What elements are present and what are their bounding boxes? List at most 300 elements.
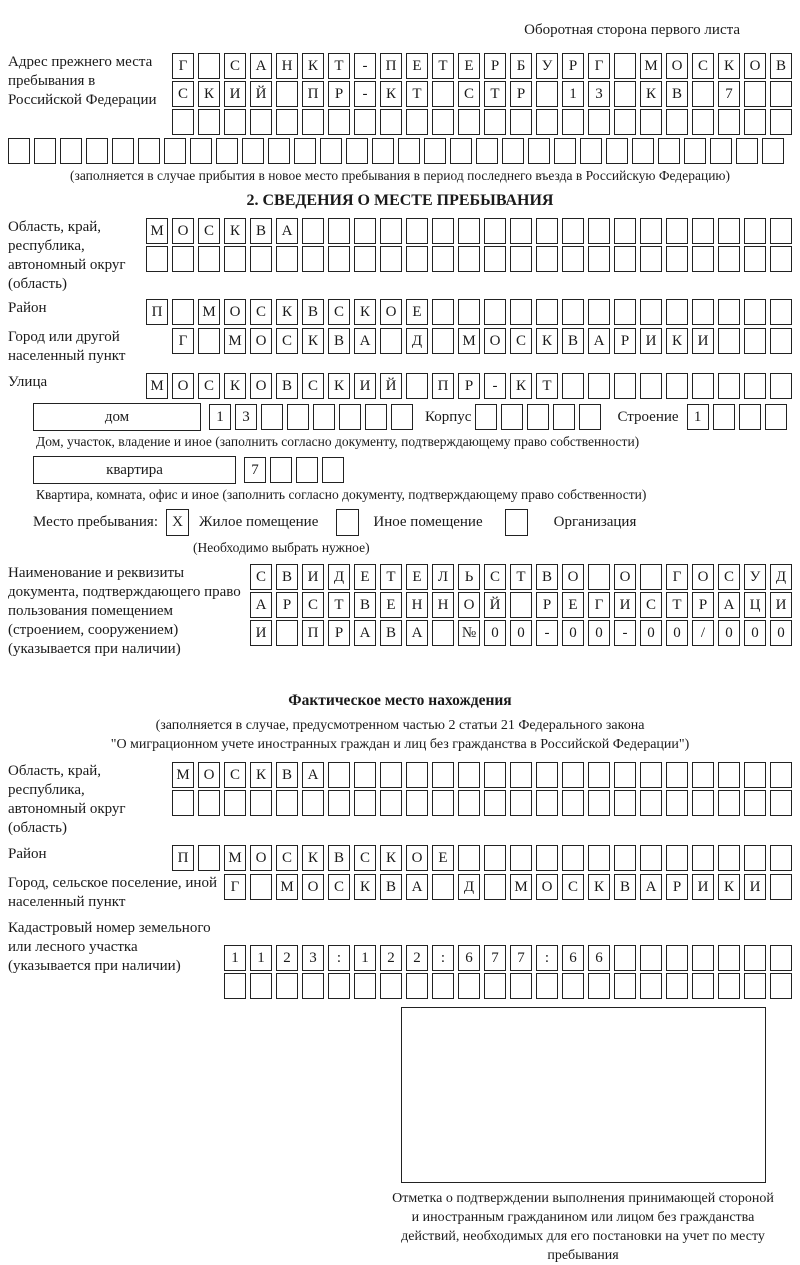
char-cell[interactable]	[770, 218, 792, 244]
char-cell[interactable]	[380, 109, 402, 135]
char-cell[interactable]: Й	[250, 81, 272, 107]
char-cell[interactable]	[322, 457, 344, 483]
char-cell[interactable]: О	[692, 564, 714, 590]
char-cell[interactable]	[406, 762, 428, 788]
char-cell[interactable]: Р	[562, 53, 584, 79]
char-cell[interactable]: И	[614, 592, 636, 618]
char-cell[interactable]: О	[458, 592, 480, 618]
char-cell[interactable]	[484, 299, 506, 325]
char-cell[interactable]: С	[198, 373, 220, 399]
char-cell[interactable]: В	[276, 373, 298, 399]
char-cell[interactable]	[744, 246, 766, 272]
char-cell[interactable]	[692, 973, 714, 999]
char-cell[interactable]: И	[250, 620, 272, 646]
char-cell[interactable]: П	[302, 81, 324, 107]
char-cell[interactable]: 2	[406, 945, 428, 971]
char-cell[interactable]: 3	[302, 945, 324, 971]
char-cell[interactable]	[391, 404, 413, 430]
char-cell[interactable]: С	[484, 564, 506, 590]
char-cell[interactable]: К	[718, 53, 740, 79]
char-cell[interactable]	[365, 404, 387, 430]
char-cell[interactable]: М	[198, 299, 220, 325]
char-cell[interactable]: 7	[244, 457, 266, 483]
char-cell[interactable]: Д	[328, 564, 350, 590]
char-cell[interactable]	[684, 138, 706, 164]
char-cell[interactable]	[739, 404, 761, 430]
char-cell[interactable]	[328, 973, 350, 999]
char-cell[interactable]: А	[406, 874, 428, 900]
char-cell[interactable]: О	[536, 874, 558, 900]
char-cell[interactable]	[380, 762, 402, 788]
char-cell[interactable]	[614, 218, 636, 244]
char-cell[interactable]: Е	[432, 845, 454, 871]
char-cell[interactable]: 1	[562, 81, 584, 107]
char-cell[interactable]: Р	[614, 328, 636, 354]
char-cell[interactable]	[354, 790, 376, 816]
char-cell[interactable]	[692, 762, 714, 788]
char-cell[interactable]	[562, 246, 584, 272]
char-cell[interactable]: 0	[640, 620, 662, 646]
char-cell[interactable]	[380, 973, 402, 999]
char-cell[interactable]	[354, 762, 376, 788]
char-cell[interactable]	[250, 109, 272, 135]
char-cell[interactable]: Д	[406, 328, 428, 354]
char-cell[interactable]	[510, 845, 532, 871]
char-cell[interactable]: Т	[536, 373, 558, 399]
char-cell[interactable]	[718, 299, 740, 325]
char-cell[interactable]	[458, 973, 480, 999]
char-cell[interactable]: :	[432, 945, 454, 971]
char-cell[interactable]: Е	[406, 299, 428, 325]
char-cell[interactable]	[562, 373, 584, 399]
char-cell[interactable]: А	[302, 762, 324, 788]
char-cell[interactable]	[484, 874, 506, 900]
char-cell[interactable]: К	[198, 81, 220, 107]
char-cell[interactable]: А	[250, 53, 272, 79]
char-cell[interactable]: Г	[172, 53, 194, 79]
char-cell[interactable]: П	[380, 53, 402, 79]
char-cell[interactable]: К	[354, 874, 376, 900]
char-cell[interactable]	[475, 404, 497, 430]
char-cell[interactable]: С	[172, 81, 194, 107]
char-cell[interactable]: Т	[666, 592, 688, 618]
char-cell[interactable]: 3	[235, 404, 257, 430]
char-cell[interactable]: М	[640, 53, 662, 79]
char-cell[interactable]	[640, 790, 662, 816]
char-cell[interactable]	[224, 973, 246, 999]
char-cell[interactable]	[770, 973, 792, 999]
char-cell[interactable]	[666, 299, 688, 325]
char-cell[interactable]	[484, 218, 506, 244]
char-cell[interactable]: Й	[380, 373, 402, 399]
char-cell[interactable]	[614, 246, 636, 272]
char-cell[interactable]	[770, 328, 792, 354]
char-cell[interactable]: П	[172, 845, 194, 871]
char-cell[interactable]	[224, 246, 246, 272]
char-cell[interactable]: А	[588, 328, 610, 354]
char-cell[interactable]	[692, 299, 714, 325]
char-cell[interactable]	[242, 138, 264, 164]
char-cell[interactable]	[250, 973, 272, 999]
char-cell[interactable]	[458, 109, 480, 135]
char-cell[interactable]	[562, 762, 584, 788]
char-cell[interactable]	[432, 874, 454, 900]
char-cell[interactable]	[268, 138, 290, 164]
char-cell[interactable]	[302, 973, 324, 999]
char-cell[interactable]	[666, 973, 688, 999]
char-cell[interactable]: С	[510, 328, 532, 354]
char-cell[interactable]	[562, 790, 584, 816]
char-cell[interactable]	[744, 328, 766, 354]
char-cell[interactable]: Т	[510, 564, 532, 590]
char-cell[interactable]	[276, 620, 298, 646]
char-cell[interactable]: В	[614, 874, 636, 900]
char-cell[interactable]: М	[276, 874, 298, 900]
char-cell[interactable]: О	[172, 373, 194, 399]
char-cell[interactable]	[296, 457, 318, 483]
char-cell[interactable]	[718, 973, 740, 999]
char-cell[interactable]: О	[744, 53, 766, 79]
char-cell[interactable]	[632, 138, 654, 164]
char-cell[interactable]	[302, 246, 324, 272]
char-cell[interactable]	[718, 762, 740, 788]
char-cell[interactable]: Н	[406, 592, 428, 618]
char-cell[interactable]	[138, 138, 160, 164]
char-cell[interactable]	[501, 404, 523, 430]
char-cell[interactable]: 1	[687, 404, 709, 430]
char-cell[interactable]	[432, 299, 454, 325]
char-cell[interactable]	[718, 218, 740, 244]
char-cell[interactable]: Н	[276, 53, 298, 79]
char-cell[interactable]	[224, 790, 246, 816]
char-cell[interactable]	[770, 373, 792, 399]
char-cell[interactable]	[770, 299, 792, 325]
char-cell[interactable]: К	[640, 81, 662, 107]
char-cell[interactable]: О	[406, 845, 428, 871]
char-cell[interactable]: Т	[380, 564, 402, 590]
char-cell[interactable]	[510, 246, 532, 272]
char-cell[interactable]	[198, 109, 220, 135]
char-cell[interactable]	[276, 973, 298, 999]
char-cell[interactable]	[765, 404, 787, 430]
char-cell[interactable]	[692, 218, 714, 244]
char-cell[interactable]: А	[406, 620, 428, 646]
char-cell[interactable]: У	[744, 564, 766, 590]
char-cell[interactable]: В	[250, 218, 272, 244]
char-cell[interactable]	[588, 246, 610, 272]
char-cell[interactable]	[406, 973, 428, 999]
char-cell[interactable]: №	[458, 620, 480, 646]
char-cell[interactable]	[666, 218, 688, 244]
char-cell[interactable]	[640, 564, 662, 590]
char-cell[interactable]: Т	[406, 81, 428, 107]
char-cell[interactable]	[354, 109, 376, 135]
char-cell[interactable]: О	[614, 564, 636, 590]
char-cell[interactable]: У	[536, 53, 558, 79]
char-cell[interactable]	[536, 246, 558, 272]
char-cell[interactable]	[510, 109, 532, 135]
char-cell[interactable]	[484, 790, 506, 816]
char-cell[interactable]	[666, 945, 688, 971]
char-cell[interactable]	[346, 138, 368, 164]
char-cell[interactable]	[710, 138, 732, 164]
char-cell[interactable]	[380, 790, 402, 816]
char-cell[interactable]	[406, 218, 428, 244]
char-cell[interactable]	[770, 945, 792, 971]
char-cell[interactable]: С	[328, 299, 350, 325]
char-cell[interactable]	[718, 945, 740, 971]
char-cell[interactable]	[198, 246, 220, 272]
char-cell[interactable]	[510, 299, 532, 325]
char-cell[interactable]: Р	[484, 53, 506, 79]
char-cell[interactable]: Н	[432, 592, 454, 618]
char-cell[interactable]	[536, 845, 558, 871]
char-cell[interactable]: А	[250, 592, 272, 618]
char-cell[interactable]	[614, 109, 636, 135]
char-cell[interactable]: 7	[484, 945, 506, 971]
char-cell[interactable]	[640, 945, 662, 971]
char-cell[interactable]: 0	[718, 620, 740, 646]
char-cell[interactable]: Б	[510, 53, 532, 79]
char-cell[interactable]: -	[614, 620, 636, 646]
char-cell[interactable]	[458, 790, 480, 816]
char-cell[interactable]: К	[328, 373, 350, 399]
char-cell[interactable]: 7	[510, 945, 532, 971]
char-cell[interactable]	[276, 109, 298, 135]
char-cell[interactable]	[198, 53, 220, 79]
char-cell[interactable]	[553, 404, 575, 430]
char-cell[interactable]: К	[224, 373, 246, 399]
char-cell[interactable]	[328, 790, 350, 816]
char-cell[interactable]: Р	[536, 592, 558, 618]
char-cell[interactable]: С	[458, 81, 480, 107]
char-cell[interactable]: Т	[328, 53, 350, 79]
char-cell[interactable]	[718, 790, 740, 816]
char-cell[interactable]	[432, 973, 454, 999]
char-cell[interactable]	[536, 81, 558, 107]
char-cell[interactable]	[190, 138, 212, 164]
char-cell[interactable]	[554, 138, 576, 164]
char-cell[interactable]	[432, 762, 454, 788]
char-cell[interactable]	[692, 373, 714, 399]
char-cell[interactable]	[640, 246, 662, 272]
char-cell[interactable]	[770, 790, 792, 816]
char-cell[interactable]	[224, 109, 246, 135]
char-cell[interactable]: 3	[588, 81, 610, 107]
char-cell[interactable]: О	[198, 762, 220, 788]
char-cell[interactable]	[528, 138, 550, 164]
char-cell[interactable]	[380, 328, 402, 354]
char-cell[interactable]	[614, 845, 636, 871]
char-cell[interactable]	[658, 138, 680, 164]
checkbox-zhiloe[interactable]: X	[166, 509, 189, 536]
char-cell[interactable]: С	[276, 328, 298, 354]
char-cell[interactable]: В	[380, 620, 402, 646]
char-cell[interactable]: П	[302, 620, 324, 646]
char-cell[interactable]: П	[146, 299, 168, 325]
char-cell[interactable]: В	[380, 874, 402, 900]
char-cell[interactable]: А	[354, 620, 376, 646]
char-cell[interactable]	[588, 973, 610, 999]
char-cell[interactable]: К	[718, 874, 740, 900]
char-cell[interactable]	[354, 973, 376, 999]
char-cell[interactable]	[562, 218, 584, 244]
char-cell[interactable]: И	[692, 874, 714, 900]
char-cell[interactable]	[458, 246, 480, 272]
char-cell[interactable]	[692, 790, 714, 816]
char-cell[interactable]	[536, 973, 558, 999]
char-cell[interactable]: Е	[380, 592, 402, 618]
char-cell[interactable]	[302, 109, 324, 135]
char-cell[interactable]: А	[718, 592, 740, 618]
char-cell[interactable]	[198, 328, 220, 354]
char-cell[interactable]	[112, 138, 134, 164]
char-cell[interactable]	[270, 457, 292, 483]
char-cell[interactable]: О	[562, 564, 584, 590]
char-cell[interactable]	[86, 138, 108, 164]
char-cell[interactable]	[744, 81, 766, 107]
char-cell[interactable]: 0	[484, 620, 506, 646]
char-cell[interactable]: О	[250, 845, 272, 871]
char-cell[interactable]: Р	[510, 81, 532, 107]
char-cell[interactable]	[692, 845, 714, 871]
char-cell[interactable]: В	[276, 762, 298, 788]
char-cell[interactable]	[406, 246, 428, 272]
char-cell[interactable]: Т	[484, 81, 506, 107]
char-cell[interactable]	[588, 218, 610, 244]
char-cell[interactable]: С	[224, 762, 246, 788]
char-cell[interactable]: С	[718, 564, 740, 590]
char-cell[interactable]: 1	[224, 945, 246, 971]
char-cell[interactable]: А	[276, 218, 298, 244]
char-cell[interactable]: М	[146, 218, 168, 244]
char-cell[interactable]	[276, 81, 298, 107]
char-cell[interactable]: Е	[354, 564, 376, 590]
char-cell[interactable]	[588, 109, 610, 135]
char-cell[interactable]	[339, 404, 361, 430]
char-cell[interactable]	[432, 328, 454, 354]
char-cell[interactable]	[8, 138, 30, 164]
char-cell[interactable]	[476, 138, 498, 164]
char-cell[interactable]	[640, 109, 662, 135]
char-cell[interactable]: В	[666, 81, 688, 107]
char-cell[interactable]: Й	[484, 592, 506, 618]
char-cell[interactable]	[172, 246, 194, 272]
char-cell[interactable]: Ц	[744, 592, 766, 618]
char-cell[interactable]: К	[380, 81, 402, 107]
char-cell[interactable]	[744, 218, 766, 244]
char-cell[interactable]: С	[302, 592, 324, 618]
char-cell[interactable]	[424, 138, 446, 164]
char-cell[interactable]: 0	[744, 620, 766, 646]
char-cell[interactable]	[398, 138, 420, 164]
char-cell[interactable]	[562, 973, 584, 999]
char-cell[interactable]: 1	[209, 404, 231, 430]
char-cell[interactable]	[580, 138, 602, 164]
char-cell[interactable]	[432, 81, 454, 107]
char-cell[interactable]: И	[692, 328, 714, 354]
char-cell[interactable]: О	[666, 53, 688, 79]
char-cell[interactable]: М	[224, 845, 246, 871]
char-cell[interactable]	[320, 138, 342, 164]
char-cell[interactable]	[164, 138, 186, 164]
char-cell[interactable]: И	[770, 592, 792, 618]
char-cell[interactable]: 6	[458, 945, 480, 971]
char-cell[interactable]	[172, 109, 194, 135]
char-cell[interactable]	[718, 845, 740, 871]
char-cell[interactable]: Д	[770, 564, 792, 590]
char-cell[interactable]	[484, 246, 506, 272]
char-cell[interactable]: К	[536, 328, 558, 354]
char-cell[interactable]	[744, 762, 766, 788]
char-cell[interactable]	[666, 762, 688, 788]
char-cell[interactable]	[172, 299, 194, 325]
char-cell[interactable]: К	[276, 299, 298, 325]
char-cell[interactable]	[250, 874, 272, 900]
char-cell[interactable]	[432, 109, 454, 135]
char-cell[interactable]	[276, 790, 298, 816]
char-cell[interactable]	[614, 299, 636, 325]
char-cell[interactable]	[562, 299, 584, 325]
char-cell[interactable]: Р	[328, 81, 350, 107]
char-cell[interactable]: Р	[458, 373, 480, 399]
char-cell[interactable]	[614, 945, 636, 971]
char-cell[interactable]: Р	[692, 592, 714, 618]
char-cell[interactable]: С	[198, 218, 220, 244]
char-cell[interactable]	[536, 109, 558, 135]
char-cell[interactable]	[484, 845, 506, 871]
char-cell[interactable]	[713, 404, 735, 430]
char-cell[interactable]: Р	[666, 874, 688, 900]
char-cell[interactable]: К	[250, 762, 272, 788]
char-cell[interactable]: 6	[588, 945, 610, 971]
char-cell[interactable]	[718, 246, 740, 272]
char-cell[interactable]: Р	[328, 620, 350, 646]
char-cell[interactable]: К	[588, 874, 610, 900]
char-cell[interactable]	[216, 138, 238, 164]
char-cell[interactable]	[692, 81, 714, 107]
char-cell[interactable]	[328, 109, 350, 135]
char-cell[interactable]	[614, 53, 636, 79]
checkbox-org[interactable]	[505, 509, 528, 536]
char-cell[interactable]: С	[640, 592, 662, 618]
char-cell[interactable]	[510, 218, 532, 244]
char-cell[interactable]	[198, 790, 220, 816]
char-cell[interactable]: Ь	[458, 564, 480, 590]
char-cell[interactable]	[744, 790, 766, 816]
char-cell[interactable]: Т	[328, 592, 350, 618]
char-cell[interactable]	[328, 246, 350, 272]
char-cell[interactable]	[406, 790, 428, 816]
char-cell[interactable]	[744, 109, 766, 135]
char-cell[interactable]: К	[354, 299, 376, 325]
char-cell[interactable]	[744, 373, 766, 399]
char-cell[interactable]: Г	[666, 564, 688, 590]
char-cell[interactable]: В	[562, 328, 584, 354]
char-cell[interactable]	[640, 762, 662, 788]
char-cell[interactable]: В	[328, 845, 350, 871]
char-cell[interactable]	[250, 790, 272, 816]
char-cell[interactable]	[640, 845, 662, 871]
char-cell[interactable]	[614, 790, 636, 816]
char-cell[interactable]	[354, 218, 376, 244]
char-cell[interactable]	[562, 109, 584, 135]
char-cell[interactable]	[527, 404, 549, 430]
char-cell[interactable]	[484, 109, 506, 135]
char-cell[interactable]: И	[224, 81, 246, 107]
char-cell[interactable]: О	[302, 874, 324, 900]
char-cell[interactable]	[579, 404, 601, 430]
